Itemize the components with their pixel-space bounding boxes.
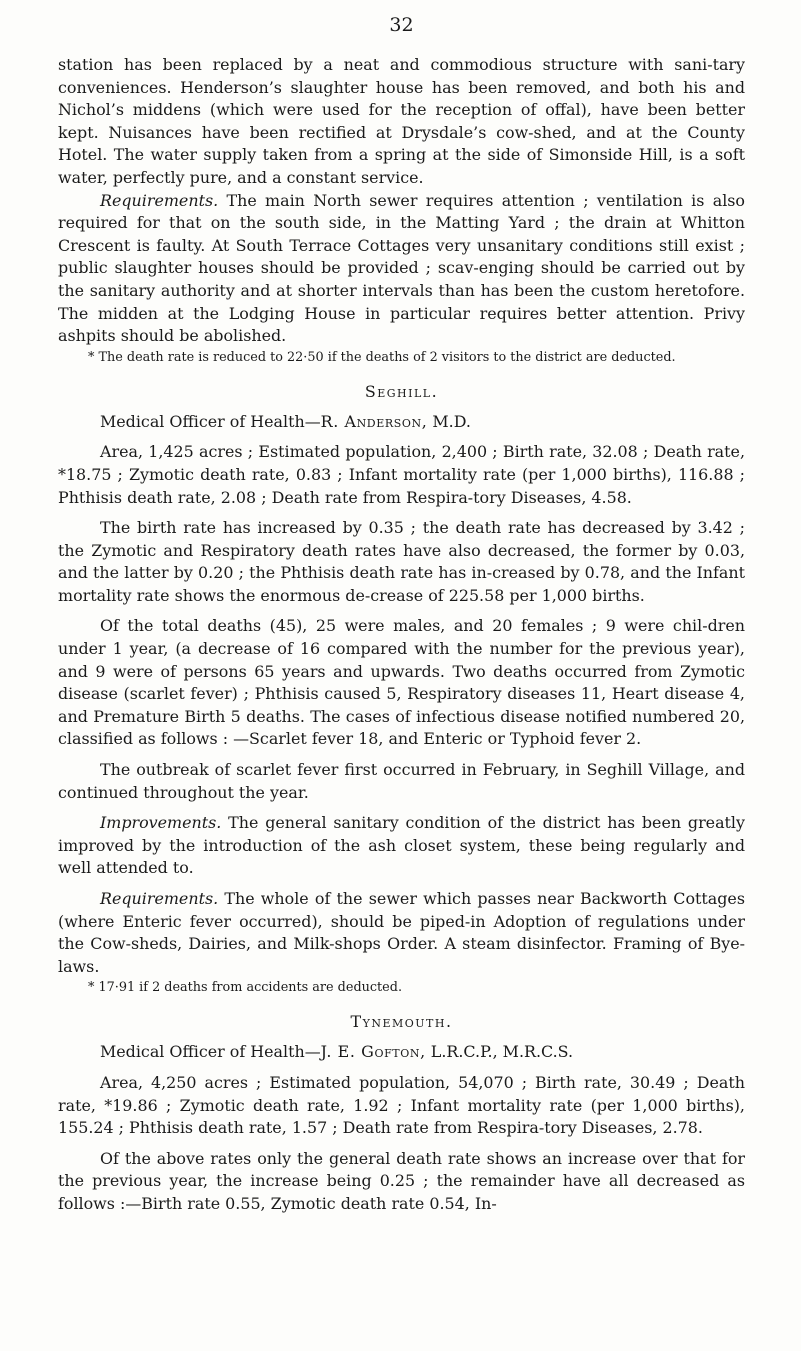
paragraph-seghill-requirements [58,888,745,978]
paragraph-seghill-changes: The birth rate has increased by 0.35 ; the death rate has decreased by 3.42 ; the Zymotic and Respiratory death rates have also decreased, the former by 0.03, and the latter by 0.20 ; the Phthisis death rate has in-creased by 0.78, and the Infant mortality rate shows the enormous de-crease of 225.58 per 1,000 births. [58,518,745,605]
improvements-label: Improvements. [100,813,222,833]
moh-prefix: Medical Officer of Health— [100,1042,321,1062]
paragraph-tynemouth-changes: Of the above rates only the general death rate shows an increase over that for the previous year, the increase being 0.25 ; the remainder have all decreased as follows :—Birth rate 0.55, Zymotic death rate 0.54, In- [58,1148,745,1213]
section-heading-seghill: Seghill. [364,381,439,401]
paragraph-tynemouth-statistics: Area, 4,250 acres ; Estimated population, 54,070 ; Birth rate, 30.49 ; Death rate, *19.86 ; Zymotic death rate, 1.92 ; Infant mortality rate (per 1,000 births), 155.24 ; Phthisis death rate, 1.57 ; Death rate from Respira-tory Diseases, 2.78. [58,1072,745,1138]
paragraph-seghill-statistics: Area, 1,425 acres ; Estimated population, 2,400 ; Birth rate, 32.08 ; Death rate, *18.75 ; Zymotic death rate, 0.83 ; Infant mortality rate (per 1,000 births), 116.88 ; Phthisis death rate, 2.08 ; Death rate from Respira-tory Diseases, 4.58. [58,442,745,507]
medical-officer-tynemouth [58,1041,745,1064]
paragraph-seghill-improvements [58,812,745,880]
moh-suffix: L.R.C.P., M.R.C.S. [425,1042,574,1062]
moh-name: J. E. Gofton, [320,1042,426,1062]
section-heading-tynemouth: Tynemouth. [350,1012,453,1032]
page-number: 32 [389,14,414,36]
seghill-requirements-label: Requirements. [100,889,219,908]
paragraph-requirements [58,190,745,348]
paragraph-seghill-outbreak: The outbreak of scarlet fever first occurred in February, in Seghill Village, and continued throughout the year. [58,760,745,802]
medical-officer-seghill [58,411,745,434]
moh-prefix: Medical Officer of Health— [100,411,321,431]
paragraph-water-supply: station has been replaced by a neat and commodious structure with sani-tary conveniences. Henderson’s slaughter house has been removed, and both his and Nichol’s middens (which were used for the reception of offal), have been better kept. Nuisances have been rectified at Drysdale’s cow-shed, and at the County Hotel. The water supply taken from a spring at the side of Simonside Hill, is a soft water, perfectly pure, and a constant service. [58,55,745,187]
improvements-text: The general sanitary condition of the district has been greatly improved by the introduction of the ash closet system, these being regularly and well attended to. [58,813,745,878]
requirements-label: Requirements. [100,190,219,210]
requirements-text: The main North sewer requires attention ; ventilation is also required for that on the south side, in the Matting Yard ; the drain at Whitton Crescent is faulty. At South Terrace Cottages very unsanitary conditions still exist ; public slaughter houses should be provided ; scav-enging should be carried out by the sanitary authority and at shorter intervals than has been the custom heretofore. The midden at the Lodging House in particular requires better attention. Privy ashpits should be abolished. [58,190,745,346]
seghill-requirements-text: The whole of the sewer which passes near Backworth Cottages (where Enteric fever occurred), should be piped-in Adoption of regulations under the Cow-sheds, Dairies, and Milk-shops Order. A steam disinfector. Framing of Bye-laws. [58,889,745,976]
moh-suffix: M.D. [427,411,471,431]
moh-name: R. Anderson, [320,411,428,431]
paragraph-seghill-deaths: Of the total deaths (45), 25 were males, and 20 females ; 9 were chil-dren under 1 year, (a decrease of 16 compared with the number for the previous year), and 9 were of persons 65 years and upwards. Two deaths occurred from Zymotic disease (scarlet fever) ; Phthisis caused 5, Respiratory diseases 11, Heart disease 4, and Premature Birth 5 deaths. The cases of infectious disease notified numbered 20, classified as follows : —Scarlet fever 18, and Enteric or Typhoid fever 2. [58,616,745,749]
footnote-death-rate: * The death rate is reduced to 22·50 if the deaths of 2 visitors to the district are deducted. [88,349,676,365]
footnote-accidents: * 17·91 if 2 deaths from accidents are deducted. [88,980,403,996]
